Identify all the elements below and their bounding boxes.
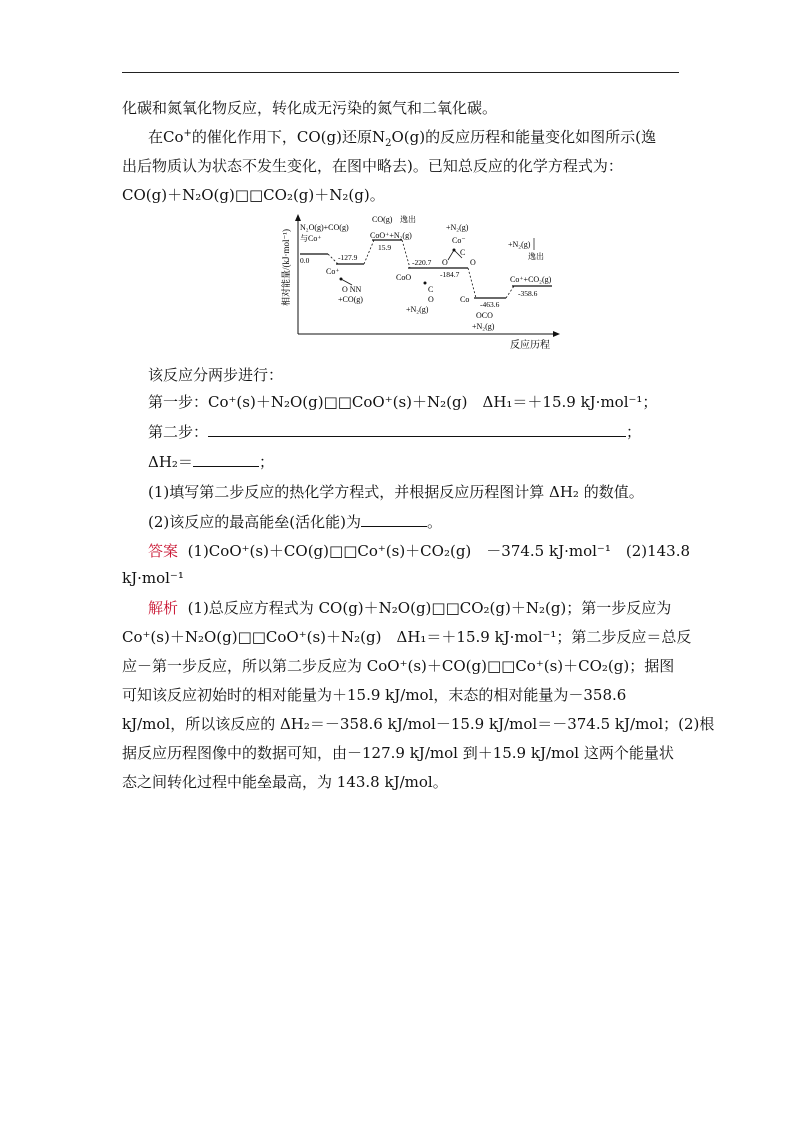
svg-text:-127.9: -127.9: [338, 253, 358, 262]
svg-text:O: O: [442, 258, 448, 267]
analysis-line-5: kJ/mol，所以该反应的 ΔH₂＝－358.6 kJ/mol－15.9 kJ/mol＝－374.5 kJ/mol；(2)根: [122, 715, 715, 733]
analysis-line-4: 可知该反应初始时的相对能量为＋15.9 kJ/mol，末态的相对能量为－358.6: [122, 686, 627, 704]
svg-text:CO(g): CO(g): [372, 215, 393, 224]
svg-text:-358.6: -358.6: [518, 289, 538, 298]
x-axis-label: 反应历程: [510, 340, 550, 351]
svg-text:+N₂(g): +N₂(g): [406, 305, 429, 314]
answer-line: 答案 (1)CoO⁺(s)＋CO(g)□□Co⁺(s)＋CO₂(g) －374.5 kJ·mol⁻¹ (2)143.8: [148, 542, 691, 560]
svg-text:OCO: OCO: [476, 311, 493, 320]
paragraph-line-2: 在Co+的催化作用下，CO(g)还原$N_2O(g)$的反应历程和能量变化如图所示(逸: [148, 128, 656, 149]
svg-text:与Co⁺: 与Co⁺: [300, 234, 322, 243]
svg-text:Co⁻: Co⁻: [452, 236, 466, 245]
analysis-line-6: 据反应历程图像中的数据可知，由－127.9 kJ/mol 到＋15.9 kJ/mol 这两个能量状: [122, 744, 674, 762]
two-steps-intro: 该反应分两步进行：: [148, 366, 284, 384]
svg-text:N₂O(g)+CO(g): N₂O(g)+CO(g): [300, 223, 349, 232]
svg-text:CoO: CoO: [396, 273, 412, 282]
svg-text:Co⁺+CO₂(g): Co⁺+CO₂(g): [510, 275, 552, 284]
svg-text:15.9: 15.9: [378, 243, 392, 252]
svg-text:-220.7: -220.7: [412, 258, 432, 267]
svg-text:+N₂(g): +N₂(g): [472, 322, 495, 331]
analysis-line-2: Co⁺(s)＋N₂O(g)□□CoO⁺(s)＋N₂(g) ΔH₁＝＋15.9 kJ·mol⁻¹；第二步反应＝总反: [122, 628, 692, 646]
svg-text:-184.7: -184.7: [440, 270, 460, 279]
header-rule: [122, 72, 679, 73]
svg-text:逸出: 逸出: [528, 252, 544, 261]
svg-text:CoO⁺+N₂(g): CoO⁺+N₂(g): [370, 231, 412, 240]
energy-profile-diagram: [280, 210, 570, 352]
dh2-blank[interactable]: [193, 452, 259, 467]
step-two-blank[interactable]: [208, 422, 626, 437]
answer-line-2: kJ·mol⁻¹: [122, 569, 184, 587]
analysis-label: 解析: [148, 599, 179, 617]
svg-text:C: C: [428, 285, 434, 294]
svg-text:+N₂(g): +N₂(g): [446, 223, 469, 232]
question-2: (2)该反应的最高能垒(活化能)为 。: [148, 513, 442, 531]
svg-text:-463.6: -463.6: [480, 300, 500, 309]
svg-text:C: C: [460, 248, 466, 257]
svg-text:O NN: O NN: [342, 285, 362, 294]
svg-text:Co⁺: Co⁺: [326, 267, 340, 276]
analysis-line-3: 应－第一步反应，所以第二步反应为 CoO⁺(s)＋CO(g)□□Co⁺(s)＋CO₂(g)；据图: [122, 657, 675, 675]
svg-text:O: O: [428, 295, 434, 304]
y-axis-label: 相对能量/(kJ·mol⁻¹): [281, 229, 291, 306]
step-two-line: 第二步： ；: [148, 423, 642, 441]
svg-text:+CO(g): +CO(g): [338, 295, 363, 304]
analysis-line-7: 态之间转化过程中能垒最高，为 143.8 kJ/mol。: [122, 773, 448, 791]
svg-text:逸出: 逸出: [400, 215, 416, 224]
answer-label: 答案: [148, 542, 179, 560]
svg-text:0.0: 0.0: [300, 256, 310, 265]
barrier-blank[interactable]: [361, 512, 427, 527]
paragraph-line-1: 化碳和氮氧化物反应，转化成无污染的氮气和二氧化碳。: [122, 99, 498, 117]
dh2-line: ΔH₂＝ ；: [148, 453, 274, 471]
step-one-equation: 第一步：Co⁺(s)＋N₂O(g)□□CoO⁺(s)＋N₂(g) ΔH₁＝＋15.9 kJ·mol⁻¹；: [148, 393, 658, 411]
analysis-line-1: 解析 (1)总反应方程式为 CO(g)＋N₂O(g)□□CO₂(g)＋N₂(g)；第一步反应为: [148, 599, 672, 617]
paragraph-line-3: 出后物质认为状态不发生变化，在图中略去)。已知总反应的化学方程式为：: [122, 157, 623, 175]
total-equation: CO(g)＋N₂O(g)□□CO₂(g)＋N₂(g)。: [122, 186, 385, 204]
svg-text:Co: Co: [460, 295, 470, 304]
question-1: (1)填写第二步反应的热化学方程式，并根据反应历程图计算 ΔH₂ 的数值。: [148, 483, 644, 501]
svg-text:+N₂(g): +N₂(g): [508, 240, 531, 249]
svg-text:O: O: [470, 258, 476, 267]
